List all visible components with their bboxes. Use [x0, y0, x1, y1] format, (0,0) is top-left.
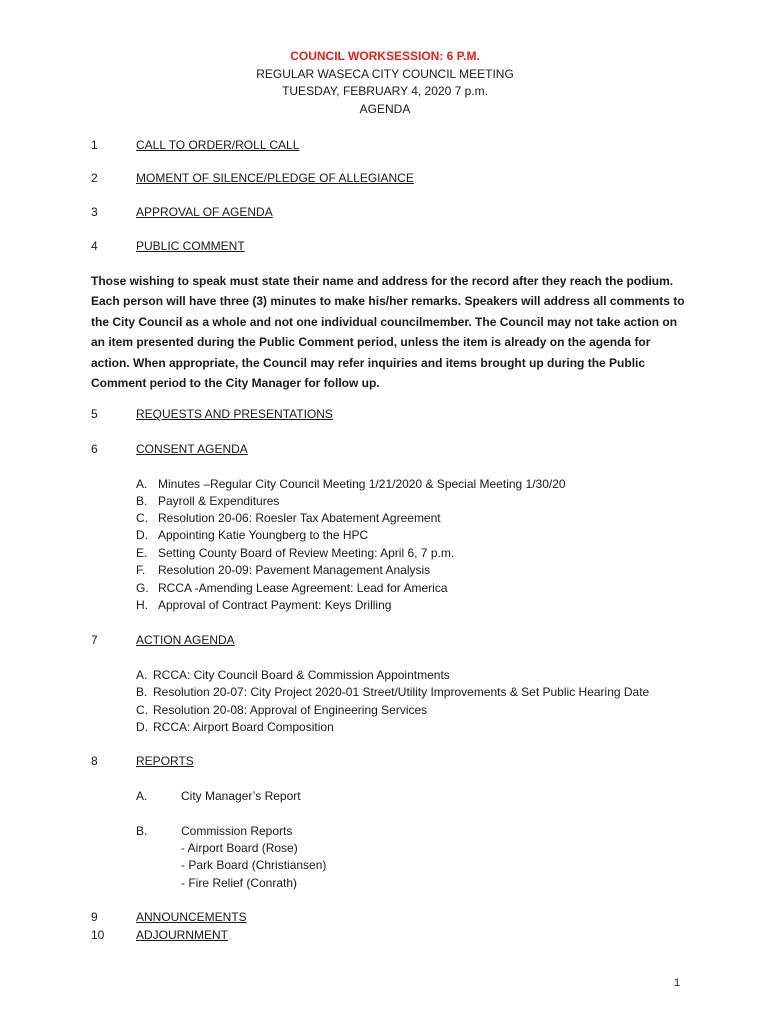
- item-number: 5: [91, 407, 98, 421]
- sub-report: - Airport Board (Rose): [181, 841, 298, 855]
- item-number: 4: [91, 239, 98, 253]
- list-letter: D.: [136, 528, 148, 542]
- sub-report: - Fire Relief (Conrath): [181, 876, 298, 890]
- list-text: Resolution 20-08: Approval of Engineering Services: [153, 703, 428, 717]
- item-number: 8: [91, 754, 98, 768]
- item-title: CALL TO ORDER/ROLL CALL: [136, 138, 300, 152]
- list-letter: E.: [136, 546, 148, 560]
- list-item: [136, 720, 334, 734]
- list-item: [136, 685, 650, 699]
- public-comment-instructions: Those wishing to speak must state their name and address for the record after they reach the podium. Each person will have three (3) minutes to make his/her remarks. Speakers will address all comments to the City Council as a whole and not one individual councilmember. The Council may not take action on an item presented during the Public Comment period, unless the item is already on the agenda for action. When appropriate, the Council may refer inquiries and items brought up during the Public Comment period to the City Manager for follow up.: [91, 274, 685, 391]
- list-letter: B.: [136, 824, 148, 838]
- worksession-heading: COUNCIL WORKSESSION: 6 P.M.: [290, 49, 480, 63]
- list-letter: D.: [136, 720, 148, 734]
- list-text: Resolution 20-06: Roesler Tax Abatement Agreement: [158, 511, 441, 525]
- list-text: RCCA: City Council Board & Commission Appointments: [153, 668, 450, 682]
- list-item: [136, 581, 448, 595]
- item-title: ADJOURNMENT: [136, 928, 228, 942]
- item-number: 6: [91, 442, 98, 456]
- item-number: 3: [91, 205, 98, 219]
- item-title: REQUESTS AND PRESENTATIONS: [136, 407, 333, 421]
- list-text: Approval of Contract Payment: Keys Drilling: [158, 598, 392, 612]
- list-text: Resolution 20-07: City Project 2020-01 Street/Utility Improvements & Set Public Hearing Date: [153, 685, 650, 699]
- list-letter: F.: [136, 563, 146, 577]
- list-item: [136, 477, 566, 491]
- meeting-title: REGULAR WASECA CITY COUNCIL MEETING: [256, 67, 514, 81]
- list-letter: G.: [136, 581, 149, 595]
- item-title: CONSENT AGENDA: [136, 442, 248, 456]
- list-text: RCCA -Amending Lease Agreement: Lead for America: [158, 581, 448, 595]
- list-text: Minutes –Regular City Council Meeting 1/21/2020 & Special Meeting 1/30/20: [158, 477, 566, 491]
- list-letter: B.: [136, 494, 148, 508]
- list-item: [136, 703, 428, 717]
- item-title: REPORTS: [136, 754, 194, 768]
- list-text: Appointing Katie Youngberg to the HPC: [158, 528, 369, 542]
- list-letter: A.: [136, 668, 148, 682]
- item-number: 2: [91, 171, 98, 185]
- item-title: ACTION AGENDA: [136, 633, 235, 647]
- list-text: Payroll & Expenditures: [158, 494, 280, 508]
- list-letter: C.: [136, 703, 148, 717]
- item-number: 7: [91, 633, 98, 647]
- list-text: City Manager’s Report: [181, 789, 301, 803]
- item-number: 1: [91, 138, 98, 152]
- meeting-date: TUESDAY, FEBRUARY 4, 2020 7 p.m.: [282, 84, 488, 98]
- sub-report: - Park Board (Christiansen): [181, 858, 327, 872]
- list-letter: H.: [136, 598, 148, 612]
- item-number: 9: [91, 910, 98, 924]
- agenda-title: AGENDA: [359, 102, 411, 116]
- list-item: [136, 546, 455, 560]
- list-letter: B.: [136, 685, 148, 699]
- list-item: [136, 563, 431, 577]
- list-letter: A.: [136, 477, 148, 491]
- list-letter: C.: [136, 511, 148, 525]
- list-text: Setting County Board of Review Meeting: April 6, 7 p.m.: [158, 546, 455, 560]
- item-title: PUBLIC COMMENT: [136, 239, 245, 253]
- item-title: MOMENT OF SILENCE/PLEDGE OF ALLEGIANCE: [136, 171, 414, 185]
- item-number: 10: [91, 928, 105, 942]
- list-item: [136, 494, 280, 508]
- list-text: RCCA: Airport Board Composition: [153, 720, 334, 734]
- item-title: APPROVAL OF AGENDA: [136, 205, 273, 219]
- list-text: Resolution 20-09: Pavement Management Analysis: [158, 563, 431, 577]
- page-number: 1: [674, 977, 681, 989]
- item-title: ANNOUNCEMENTS: [136, 910, 247, 924]
- list-item: [136, 528, 369, 542]
- list-item: [136, 668, 450, 682]
- list-letter: A.: [136, 789, 148, 803]
- list-item: [136, 511, 441, 525]
- list-text: Commission Reports: [181, 824, 293, 838]
- list-item: [136, 598, 392, 612]
